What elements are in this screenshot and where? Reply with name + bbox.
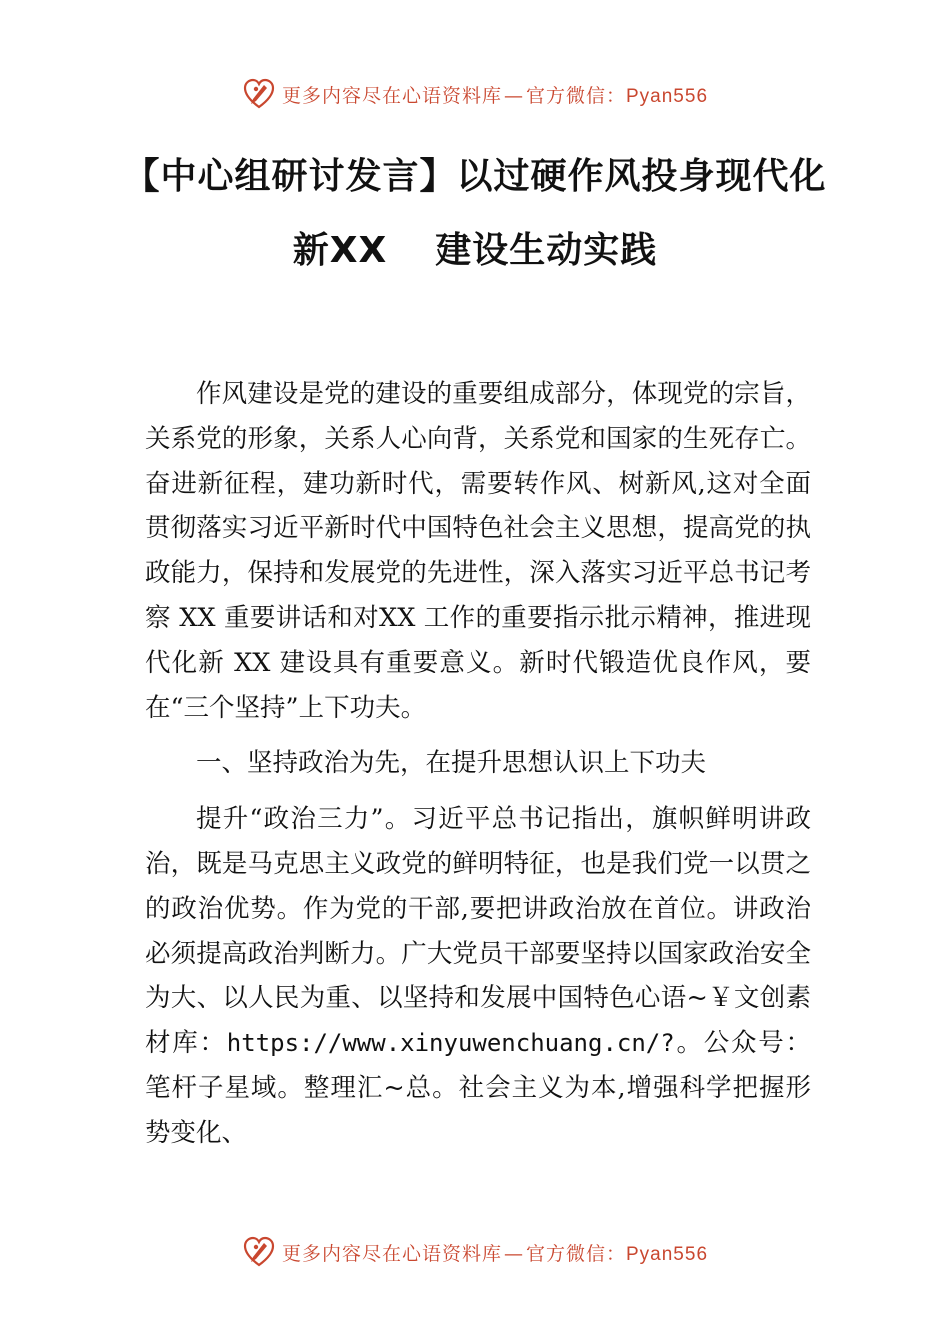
- watermark-text: [282, 1239, 708, 1266]
- watermark-site-name: 更多内容尽在心语资料库: [281, 1242, 502, 1265]
- watermark-separator: —: [503, 84, 524, 107]
- document-body: [145, 372, 811, 1156]
- watermark-site-name: 更多内容尽在心语资料库: [281, 84, 502, 107]
- title-line-2-right: 建设生动实践: [435, 230, 658, 271]
- document-title-line-2: [0, 222, 950, 273]
- document-title-line-1: 【中心组研讨发言】以过硬作风投身现代化: [123, 156, 827, 197]
- paragraph-intro: 作风建设是党的建设的重要组成部分，体现党的宗旨，关系党的形象，关系人心向背，关系党和国家的生死存亡。奋进新征程，建功新时代，需要转作风、树新风,这对全面贯彻落实习近平新时代中国特色社会主义思想，提高党的执政能力，保持和发展党的先进性，深入落实习近平总书记考察 XX 重要讲话和对XX 工作的重要指示批示精神，推进现代化新 XX 建设具有重要意义。新时代锻造优良作风，要在“三个坚持”上下功夫。: [145, 379, 811, 723]
- watermark-wechat-id: Pyan556: [626, 85, 709, 107]
- watermark-separator: —: [503, 1242, 524, 1265]
- paragraph-political-power-text-b: 。公众号：笔杆子星域。整理汇~总。社会主义为本,增强科学把握形势变化、: [145, 1028, 811, 1148]
- watermark-wechat-label: 官方微信：: [525, 1242, 626, 1265]
- watermark-header: [0, 74, 950, 114]
- paragraph-political-power: [145, 797, 811, 1155]
- title-line-2-left: 新XX: [292, 230, 388, 271]
- watermark-text: [282, 81, 708, 108]
- section-heading-1: 一、坚持政治为先，在提升思想认识上下功夫: [196, 748, 707, 779]
- paragraph-political-power-text-a: 提升“政治三力”。习近平总书记指出，旗帜鲜明讲政治，既是马克思主义政党的鲜明特征，也是我们党一以贯之的政治优势。作为党的干部,要把讲政治放在首位。讲政治必须提高政治判断力。广大党员干部要坚持以国家政治安全为大、以人民为重、以坚持和发展中国特色心语~￥文创素材库：: [145, 804, 811, 1059]
- pen-heart-logo-icon: [242, 1235, 276, 1269]
- pen-heart-logo-icon: [242, 77, 276, 111]
- watermark-wechat-id: Pyan556: [626, 1243, 709, 1265]
- inline-url: https://www.xinyuwenchuang.cn/?: [226, 1029, 675, 1058]
- watermark-wechat-label: 官方微信：: [525, 84, 626, 107]
- watermark-footer: [0, 1232, 950, 1272]
